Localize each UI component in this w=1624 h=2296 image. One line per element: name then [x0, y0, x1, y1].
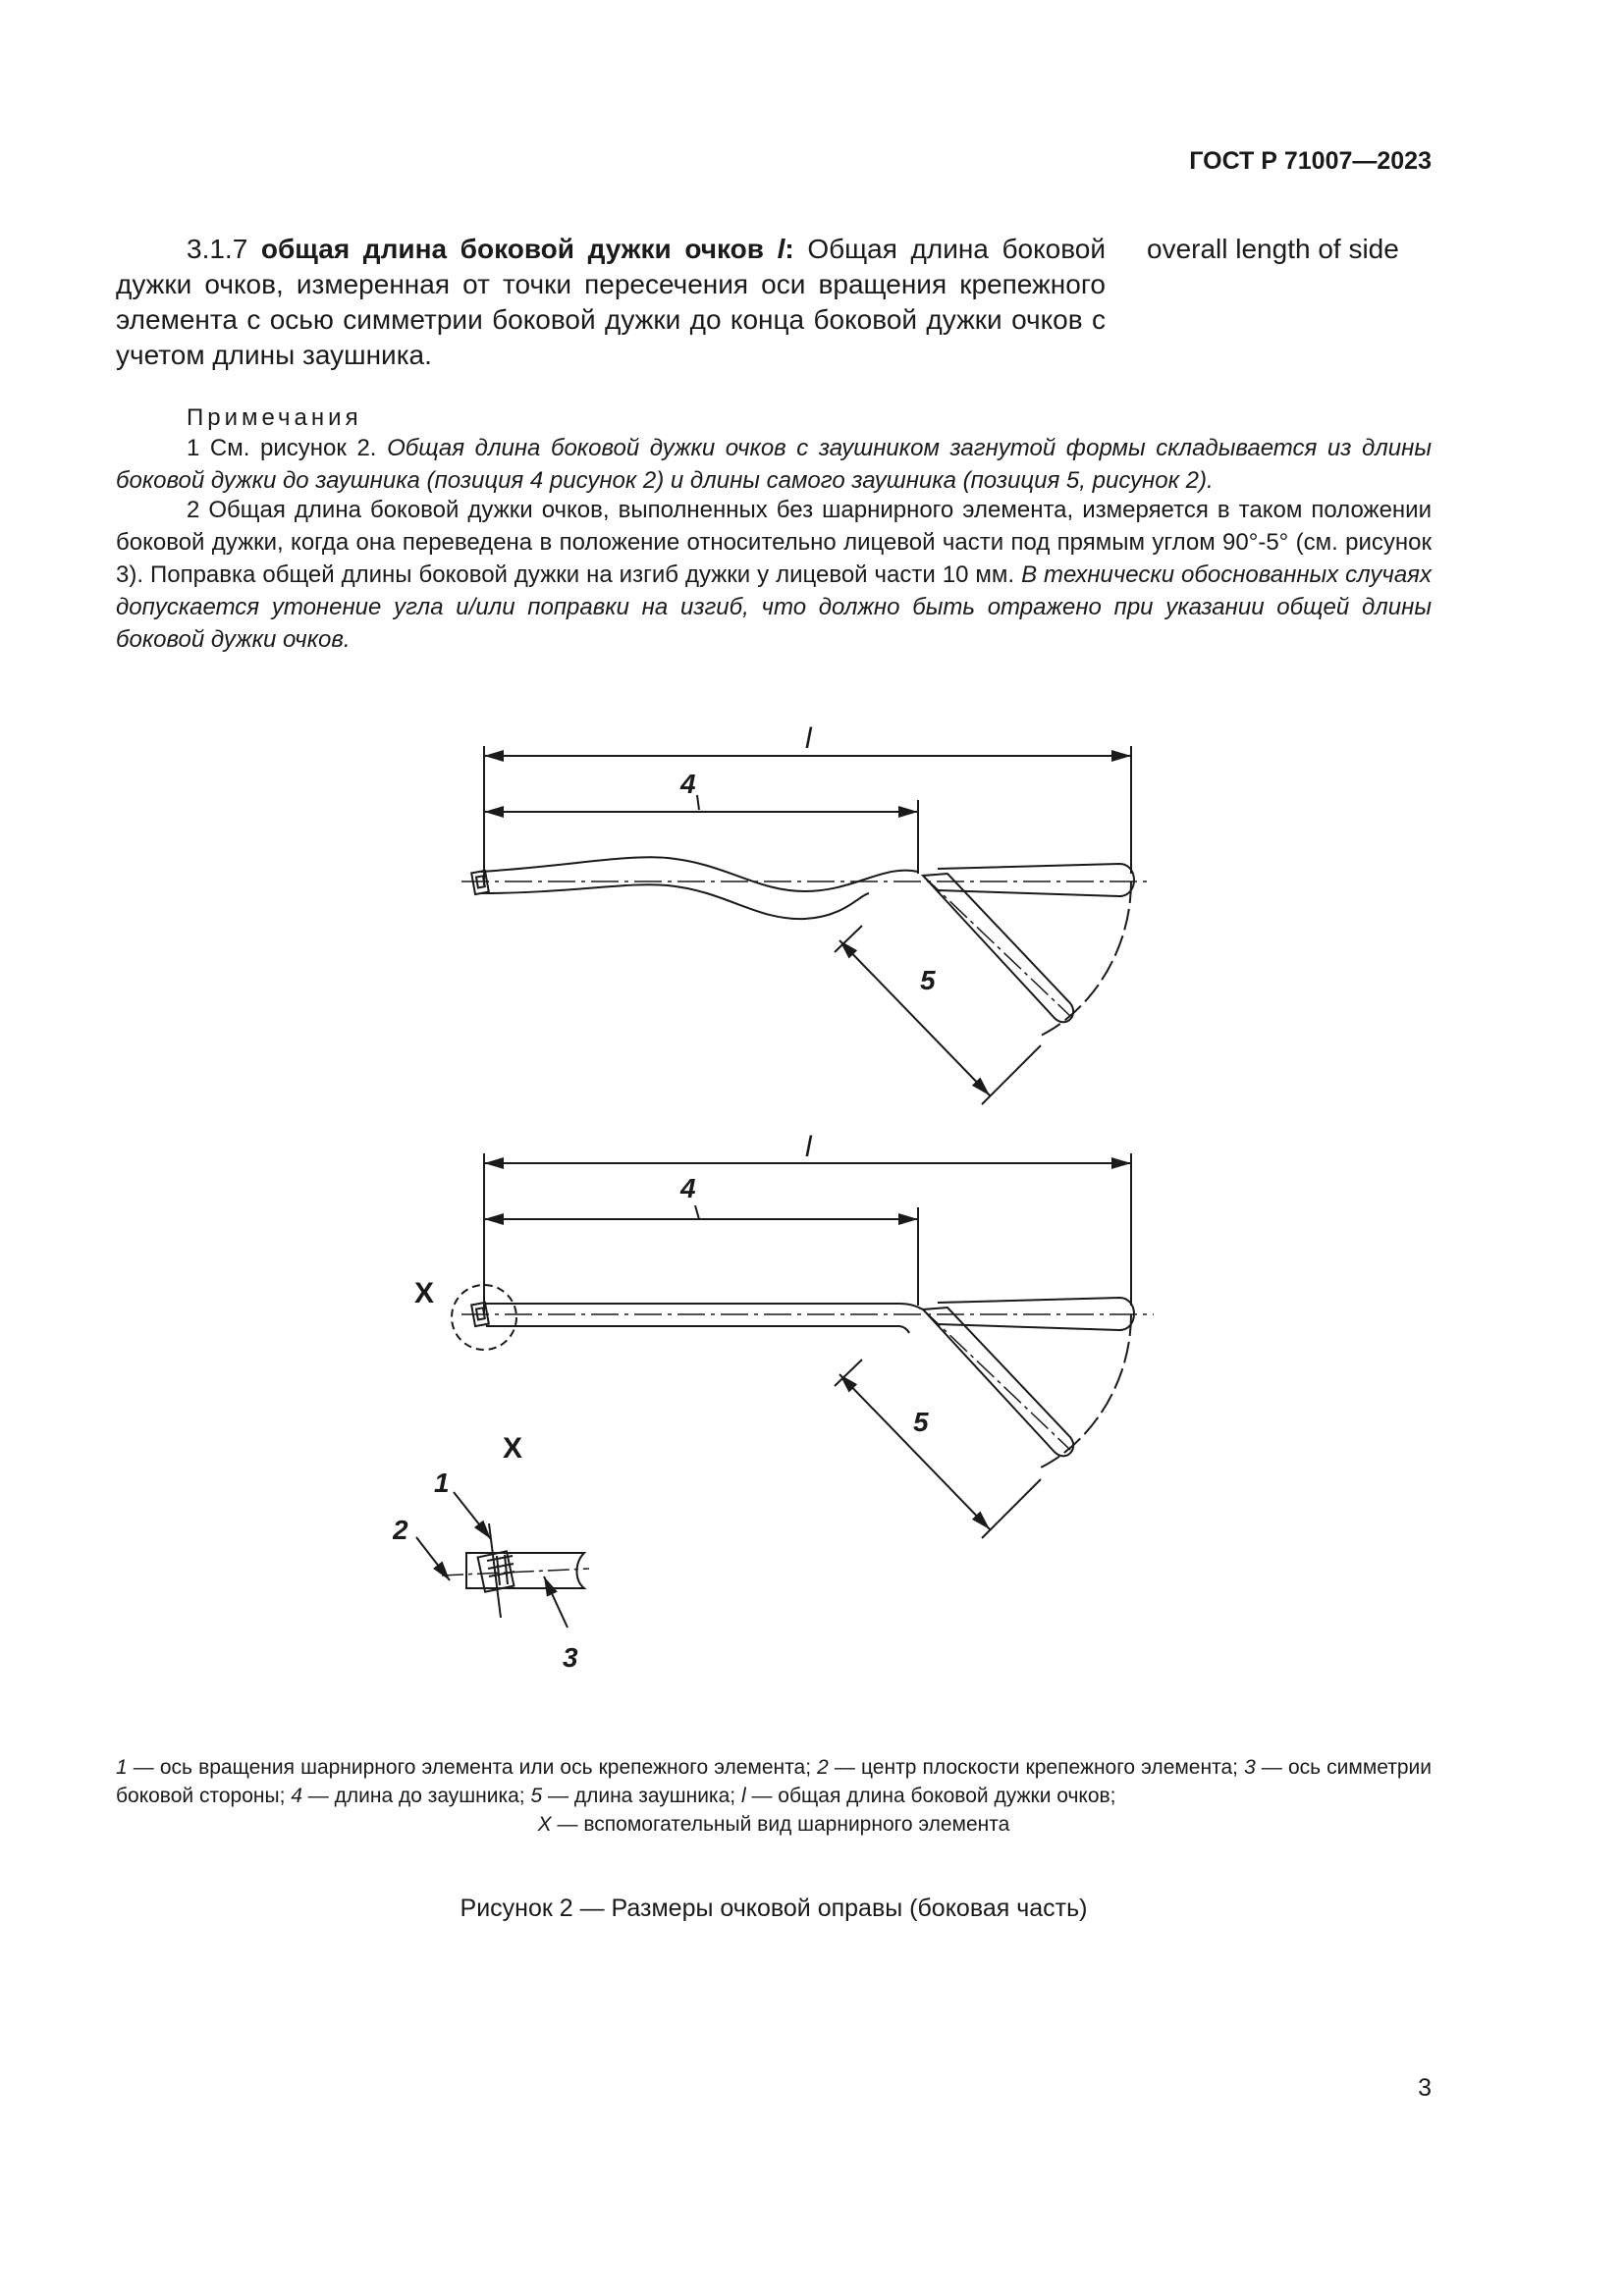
term-colon: : [785, 234, 794, 264]
fig-label-3: 3 [563, 1642, 578, 1673]
temple-straight [486, 1304, 923, 1333]
fig-label-2: 2 [393, 1515, 408, 1545]
leader-1 [454, 1492, 491, 1539]
detail-centerline [442, 1569, 589, 1575]
fig-label-l: l [805, 1131, 812, 1163]
legend-text: — ось симметрии боковой стороны; [116, 1756, 1432, 1807]
term-number: 3.1.7 [187, 234, 248, 264]
figure-caption: Рисунок 2 — Размеры очковой оправы (боковая часть) [460, 1895, 1088, 1922]
fig-label-4: 4 [680, 769, 696, 799]
leader-2 [416, 1537, 450, 1580]
fig-label-5: 5 [913, 1407, 929, 1437]
fig-label-4: 4 [680, 1173, 696, 1203]
legend-key: 4 [291, 1785, 302, 1807]
legend-key: X [537, 1813, 552, 1836]
note-2-italic: В технически обоснованных случаях допускается утонение угла и/или поправки на изгиб, что должно быть отражено при указании общей длины боковой дужки очков. [116, 561, 1433, 653]
temple-wavy [481, 857, 918, 919]
extension-line [982, 1045, 1041, 1104]
dimension-line-5 [839, 1374, 990, 1529]
legend-text: — вспомогательный вид шарнирного элемента [551, 1813, 1010, 1836]
legend-key: 3 [1244, 1756, 1256, 1779]
term-definition [116, 232, 1106, 373]
legend-text: — общая длина боковой дужки очков; [745, 1785, 1116, 1807]
fig-label-l: l [805, 722, 812, 755]
legend-key: 1 [116, 1756, 128, 1779]
legend-key: 2 [817, 1756, 829, 1779]
legend-key: l [740, 1785, 746, 1807]
note-2 [116, 494, 1432, 656]
page-number: 3 [1418, 2074, 1432, 2102]
swing-arc [1041, 881, 1131, 1036]
term-english: overall length of side [1147, 234, 1399, 264]
notes-heading: Примечания [187, 404, 362, 431]
note-2-prefix: 2 Общая длина боковой дужки очков, выполненных без шарнирного элемента, измеряется в таком положении боковой дужки, когда она переведена в положение относительно лицевой части под прямым углом 90°-5° (см. рисунок 3). Поправка общей длины боковой дужки на изгиб дужки у лицевой части 10 мм. [116, 497, 1432, 588]
legend-text: — длина до заушника; [301, 1785, 531, 1807]
swing-arc [1041, 1314, 1131, 1468]
legend-text: — ось вращения шарнирного элемента или ось крепежного элемента; [127, 1756, 818, 1779]
figure-legend-last [116, 1810, 1432, 1839]
earpiece-straight [938, 864, 1134, 896]
dimension-line-5 [839, 940, 990, 1095]
temple-dimensions-figure [393, 717, 1178, 1698]
extension-line [982, 1479, 1041, 1538]
earpiece-axis [923, 876, 1070, 1016]
leader-3 [544, 1576, 568, 1628]
fig-label-x-view: X [503, 1432, 523, 1465]
note-1-italic: Общая длина боковой дужки очков с заушником загнутой формы складывается из длины боковой дужки до заушника (позиция 4 рисунок 2) и длины самого заушника (позиция 5, рисунок 2). [116, 435, 1433, 494]
legend-text: — длина заушника; [542, 1785, 741, 1807]
standard-id: ГОСТ Р 71007—2023 [1189, 147, 1432, 175]
legend-key: 5 [530, 1785, 543, 1807]
figure-legend [116, 1753, 1432, 1810]
leader-4 [697, 795, 699, 810]
leader-4 [695, 1205, 699, 1219]
fig-label-5: 5 [920, 965, 936, 995]
note-1 [116, 432, 1432, 497]
legend-text: — центр плоскости крепежного элемента; [828, 1756, 1245, 1779]
earpiece-axis [923, 1309, 1070, 1450]
fig-label-1: 1 [434, 1468, 450, 1498]
hinge-element [471, 871, 489, 894]
fig-label-x: X [414, 1277, 435, 1309]
term-symbol: l [777, 234, 785, 264]
term-definition-text: Общая длина боковой дужки очков, измеренная от точки пересечения оси вращения крепежного элемента с осью симметрии боковой дужки до конца боковой дужки очков с учетом длины заушника. [116, 234, 1107, 370]
note-1-prefix: 1 См. рисунок 2. [187, 435, 388, 461]
term-title: общая длина боковой дужки очков [260, 234, 764, 264]
